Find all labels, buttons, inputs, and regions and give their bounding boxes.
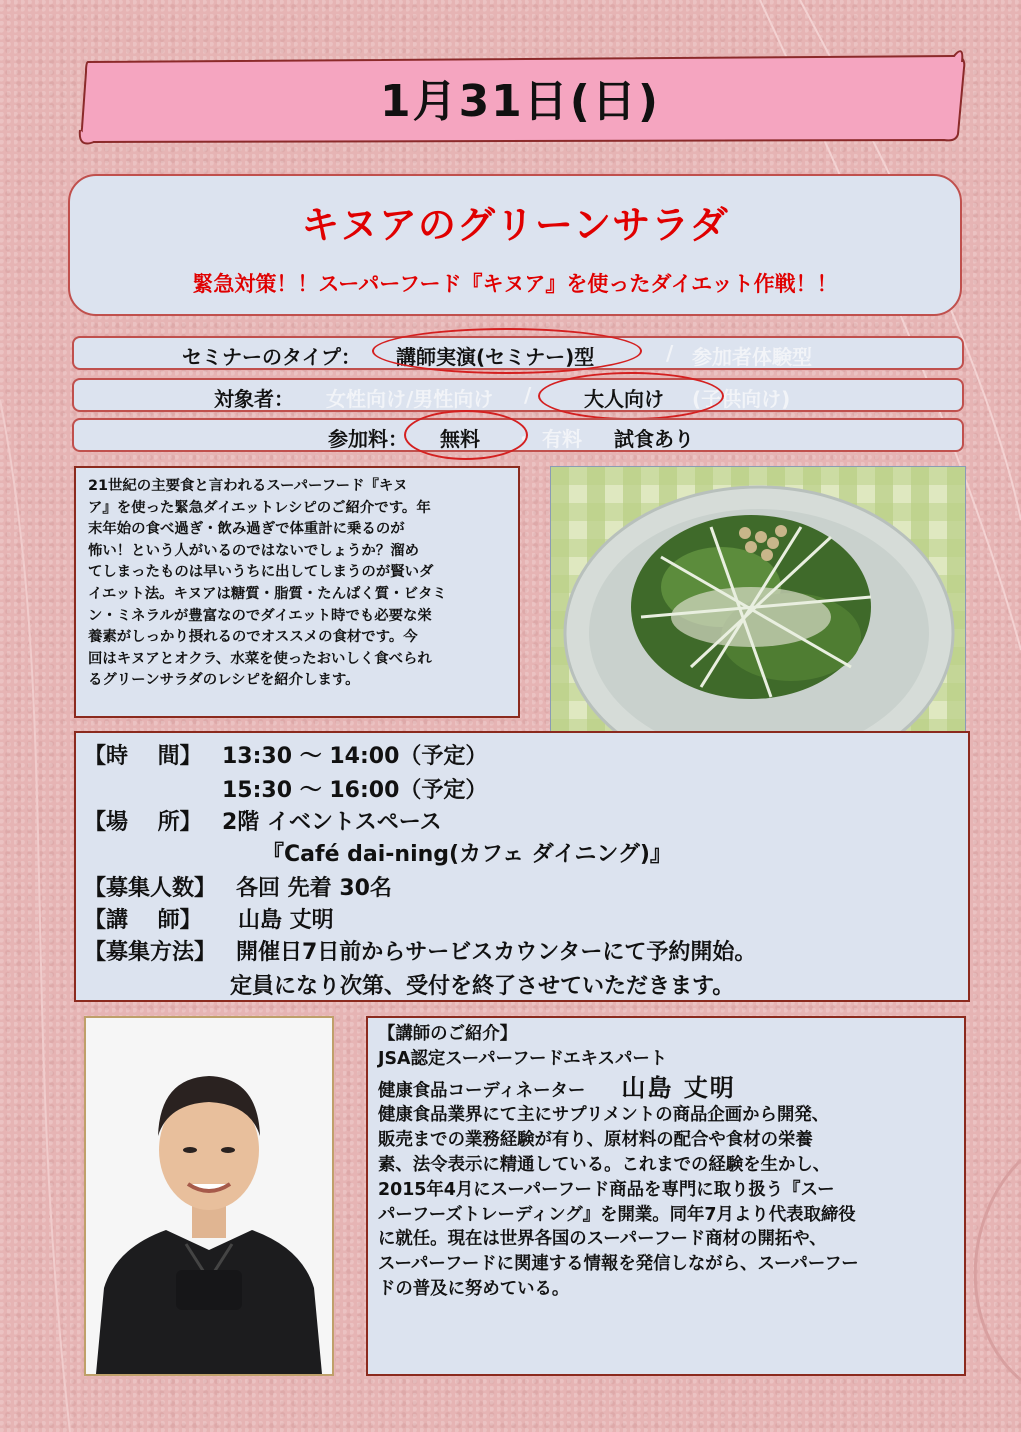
description-line: 回はキヌアとオクラ、水菜を使ったおいしく食べられ	[88, 650, 432, 667]
bio-role: 健康食品コーディネーター	[378, 1080, 586, 1101]
seminar-type-other: 参加者体験型	[692, 345, 812, 369]
instructor-photo	[84, 1016, 334, 1376]
description-line: 養素がしっかり摂れるのでオススメの食材です。今	[88, 629, 418, 646]
bio-line: 2015年4月にスーパーフード商品を専門に取り扱う『スー	[378, 1179, 835, 1200]
audience-separator: /	[524, 383, 532, 407]
bio-line: スーパーフードに関連する情報を発信しながら、スーパーフー	[378, 1254, 859, 1275]
fee-separator: ・	[514, 427, 534, 451]
description-line: てしまったものは早いうちに出してしまうのが賢いダ	[88, 564, 434, 581]
description-line: 怖い！という人がいるのではないでしょうか？溜め	[88, 542, 419, 559]
instructor-name: 山島 丈明	[238, 908, 334, 933]
fee-other: 有料	[542, 427, 582, 451]
audience-label: 対象者：	[214, 387, 294, 411]
capacity-label: 【募集人数】	[84, 876, 217, 901]
bio-line: 健康食品業界にて主にサプリメントの商品企画から開発、	[378, 1105, 830, 1126]
description-line: るグリーンサラダのレシピを紹介します。	[88, 672, 360, 689]
bio-role-row	[378, 1073, 954, 1104]
seminar-type-bar	[72, 336, 964, 370]
seminar-type-label: セミナーのタイプ：	[182, 345, 361, 369]
recipe-title: キヌアのグリーンサラダ	[301, 203, 729, 247]
bio-line: に就任。現在は世界各国のスーパーフード商材の開拓や、	[378, 1229, 827, 1250]
audience-option-gender: 女性向け/男性向け	[326, 387, 494, 411]
bio-heading: 【講師のご紹介】	[378, 1024, 518, 1044]
time-slot-1: 13:30 ～ 14:00（予定）	[222, 744, 488, 769]
method-line-2: 定員になり次第、受付を終了させていただきます。	[230, 974, 735, 999]
fee-bar	[72, 418, 964, 452]
instructor-bio	[366, 1016, 966, 1376]
description-line: 21世紀の主要食と言われるスーパーフード『キヌ	[88, 478, 408, 494]
audience-selected: 大人向け	[584, 387, 664, 411]
audience-option-children: (子供向け)	[692, 387, 791, 411]
seminar-type-separator: /	[666, 341, 674, 365]
capacity-value: 各回 先着 30名	[236, 876, 392, 901]
method-line-1: 開催日7日前からサービスカウンターにて予約開始。	[236, 940, 757, 965]
bio-line: 素、法令表示に精通している。これまでの経験を生かし、	[378, 1154, 831, 1175]
seminar-type-selected: 講師実演(セミナー)型	[396, 345, 595, 369]
bio-name: 山島 丈明	[621, 1073, 736, 1102]
description-line: 末年始の食べ過ぎ・飲み過ぎで体重計に乗るのが	[88, 521, 405, 538]
bio-line: 販売までの業務経験が有り、原材料の配合や食材の栄養	[378, 1130, 813, 1151]
recipe-subtitle: 緊急対策！！スーパーフード『キヌア』を使ったダイエット作戦！！	[192, 272, 838, 296]
event-date: 1月31日(日)	[379, 76, 661, 127]
time-slot-2: 15:30 ～ 16:00（予定）	[222, 778, 488, 803]
bio-line: パーフーズトレーディング』を開業。同年7月より代表取締役	[378, 1204, 856, 1225]
method-label: 【募集方法】	[84, 940, 217, 965]
event-details	[74, 731, 970, 1002]
fee-selected: 無料	[440, 427, 480, 451]
place-line-2: 『Café dai-ning(カフェ ダイニング)』	[262, 842, 672, 867]
description-line: イエット法。キヌアは糖質・脂質・たんぱく質・ビタミ	[88, 585, 447, 602]
tasting-note: 試食あり	[614, 427, 694, 451]
recipe-description	[74, 466, 520, 718]
description-line: ア』を使った緊急ダイエットレシピのご紹介です。年	[88, 499, 431, 516]
fee-label: 参加料：	[328, 427, 408, 451]
bio-credential: JSA認定スーパーフードエキスパート	[378, 1048, 668, 1069]
bio-line: ドの普及に努めている。	[378, 1278, 570, 1299]
date-banner	[74, 48, 966, 146]
place-label: 【場 所】	[84, 810, 202, 835]
audience-bar	[72, 378, 964, 412]
time-label: 【時 間】	[84, 744, 202, 769]
instructor-label: 【講 師】	[84, 908, 202, 933]
title-panel	[68, 174, 962, 316]
place-line-1: 2階 イベントスペース	[222, 810, 442, 835]
description-line: ン・ミネラルが豊富なのでダイエット時でも必要な栄	[88, 607, 432, 624]
